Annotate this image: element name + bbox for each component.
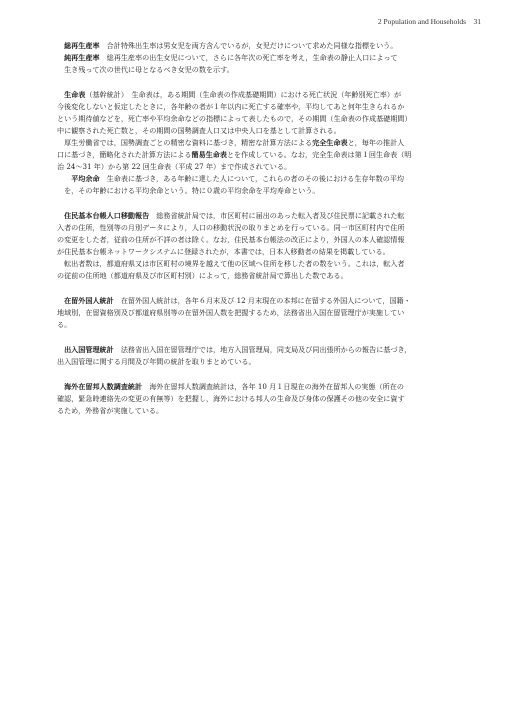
life-table-types-text: とを作成している。なお，完全生命表は第１回生命表（明 <box>226 150 412 159</box>
life-expectancy-term: 平均余命 <box>71 174 100 183</box>
immigration-control-line: 出入国管理に関する月間及び年間の統計を取りまとめている。 <box>57 357 256 366</box>
migration-report-line: 入者の住所，性別等の月別データにより，人口の移動状況の取りまとめを行っている。同一市区町村内で住所 <box>57 223 405 232</box>
out-migrants-paragraph: 転出者数は，都道府県又は市区町村の境界を越えて他の区域へ住所を移した者の数をいう。これは，転入者 <box>64 259 405 268</box>
net-reproduction-term: 純再生産率 <box>64 53 100 62</box>
overseas-nationals-term: 海外在留邦人数調査統計 <box>64 382 143 391</box>
net-reproduction-paragraph <box>57 52 459 64</box>
life-table-line: という期待値などを，死亡率や平均余命などの指標によって表したもので，その期間（生命表の作成基礎期間） <box>57 114 412 123</box>
foreign-residents-line: 地域別，在留資格別及び都道府県別等の在留外国人数を把握するため，法務省出入国在留管理庁が実施してい <box>57 308 405 317</box>
gross-reproduction-text: 合計特殊出生率は男女児を両方含んでいるが，女児だけについて求めた同様な指標をいう。 <box>99 41 398 50</box>
gross-reproduction-paragraph <box>57 40 459 52</box>
immigration-control-text: 法務省出入国在留管理庁では，地方入国管理局，同支局及び同出張所からの報告に基づき， <box>113 345 412 354</box>
foreign-residents-text: 在留外国人統計は，各年６月末及び 12 月末現在の本邦に在留する外国人について，国籍・ <box>113 296 411 305</box>
gross-reproduction-term: 総再生産率 <box>64 41 100 50</box>
life-table-line: 中に観察された死亡数と，その期間の国勢調査人口又は中央人口を基として計算される。 <box>57 126 341 135</box>
overseas-nationals-line: 確認，緊急時連絡先の変更の有無等）を把握し，海外における邦人の生命及び身体の保護その他の安全に資す <box>57 394 405 403</box>
foreign-residents-term: 在留外国人統計 <box>64 296 114 305</box>
abridged-life-table-term: 簡易生命表 <box>191 150 227 159</box>
life-table-line: 今後変化しないと仮定したときに，各年齢の者が１年以内に死亡する確率や，平均してあと何年生きられるか <box>57 102 405 111</box>
migration-report-text: 総務省統計局では，市区町村に届出のあった転入者及び住民票に記載された転 <box>149 211 405 220</box>
running-head: 2 Population and Households 31 <box>377 17 481 26</box>
out-migrants-line: の従前の住所地（都道府県及び市区町村別）によって，総務省統計局で算出した数である。 <box>57 271 348 280</box>
life-table-types-text: 厚生労働省では，国勢調査ごとの精密な資料に基づき，精密な計算方法による <box>64 138 313 147</box>
overseas-nationals-text: 海外在留邦人数調査統計は，各年 10 月１日現在の海外在留邦人の実態（所在の <box>142 382 404 391</box>
life-table-types-text: と，毎年の推計人 <box>347 138 405 147</box>
migration-report-paragraph <box>57 210 459 222</box>
migration-report-line: の変更をした者，従前の住所が不詳の者は除く。なお，住民基本台帳法の改正により，外国人の本人確認情報 <box>57 235 405 244</box>
life-table-types-paragraph <box>57 137 459 149</box>
immigration-control-paragraph <box>57 344 459 356</box>
net-reproduction-text: 総再生産率の出生女児について，さらに各年次の死亡率を考え，生命表の静止人口によって <box>99 53 398 62</box>
life-table-text: （基幹統計） 生命表は，ある期間（生命表の作成基礎期間）における死亡状況（年齢別死亡率）が <box>85 90 402 99</box>
life-table-types-line: 治 24～31 年）から第 22 回生命表（平成 27 年）まで作成されている。 <box>57 162 292 171</box>
net-reproduction-continuation: 生き残って次の世代に母となるべき女児の数を示す。 <box>64 65 234 74</box>
life-table-types-line <box>57 149 459 161</box>
life-table-paragraph <box>57 89 459 101</box>
overseas-nationals-paragraph <box>57 381 459 393</box>
life-expectancy-paragraph <box>57 173 459 185</box>
migration-report-line: が住民基本台帳ネットワークシステムに登録されたが，本書では，日本人移動者の結果を掲載している。 <box>57 247 390 256</box>
page-body <box>57 40 459 417</box>
foreign-residents-paragraph <box>57 295 459 307</box>
life-expectancy-continuation: を，その年齢における平均余命という。特に０歳の平均余命を平均寿命という。 <box>64 186 320 195</box>
complete-life-table-term: 完全生命表 <box>312 138 348 147</box>
life-expectancy-text: 生命表に基づき，ある年齢に達した人について，これらの者のその後における生存年数の平均 <box>99 174 405 183</box>
life-table-types-text: 口に基づき，簡略化された計算方法による <box>57 150 192 159</box>
migration-report-term: 住民基本台帳人口移動報告 <box>64 211 150 220</box>
overseas-nationals-line: るため，外務省が実施している。 <box>57 406 164 415</box>
life-table-term: 生命表 <box>64 90 86 99</box>
foreign-residents-line: る。 <box>57 320 72 329</box>
immigration-control-term: 出入国管理統計 <box>64 345 114 354</box>
